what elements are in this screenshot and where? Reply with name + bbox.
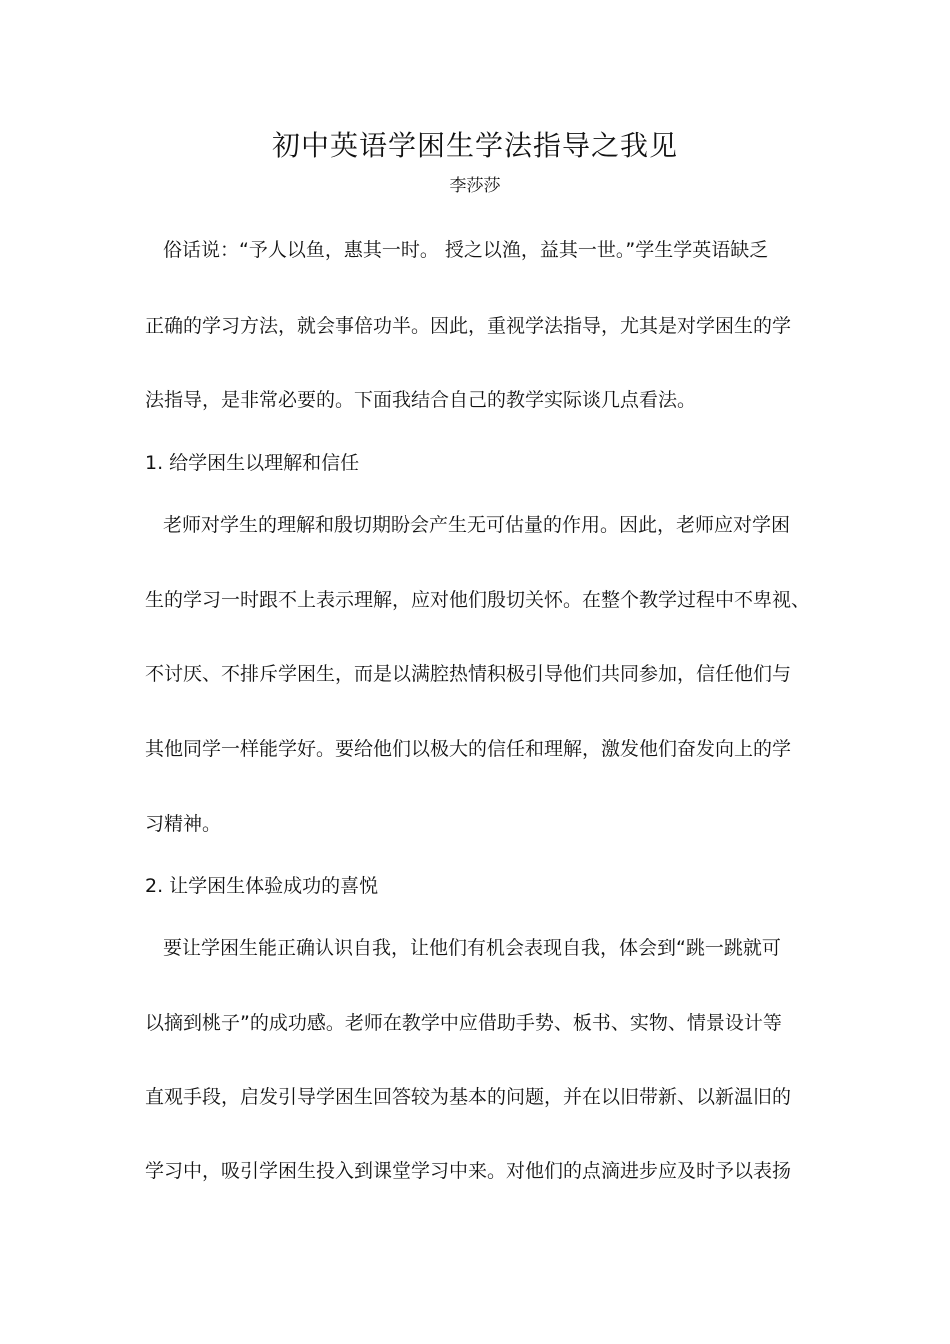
paragraph-line: 正确的学习方法，就会事倍功半。因此，重视学法指导，尤其是对学困生的学 <box>145 315 792 337</box>
paragraph-line: 学习中，吸引学困生投入到课堂学习中来。对他们的点滴进步应及时予以表扬 <box>145 1160 792 1182</box>
paragraph-line: 不讨厌、不排斥学困生，而是以满腔热情积极引导他们共同参加，信任他们与 <box>145 663 792 685</box>
paragraph-line: 法指导，是非常必要的。下面我结合自己的教学实际谈几点看法。 <box>145 389 697 411</box>
section-heading: 2. 让学困生体验成功的喜悦 <box>145 875 379 897</box>
document-author: 李莎莎 <box>449 176 501 196</box>
paragraph-line: 其他同学一样能学好。要给他们以极大的信任和理解，激发他们奋发向上的学 <box>145 738 792 760</box>
paragraph-line: 俗话说：“予人以鱼，惠其一时。 授之以渔，益其一世。”学生学英语缺乏 <box>163 239 769 261</box>
paragraph-line: 要让学困生能正确认识自我，让他们有机会表现自我，体会到“跳一跳就可 <box>163 937 781 959</box>
paragraph-line: 生的学习一时跟不上表示理解，应对他们殷切关怀。在整个教学过程中不卑视、 <box>145 589 811 611</box>
document-title: 初中英语学困生学法指导之我见 <box>271 129 678 162</box>
paragraph-line: 以摘到桃子”的成功感。老师在教学中应借助手势、板书、实物、情景设计等 <box>145 1012 782 1034</box>
section-heading: 1. 给学困生以理解和信任 <box>145 452 360 474</box>
paragraph-line: 直观手段，启发引导学困生回答较为基本的问题，并在以旧带新、以新温旧的 <box>145 1086 792 1108</box>
paragraph-line: 习精神。 <box>145 813 222 835</box>
paragraph-line: 老师对学生的理解和殷切期盼会产生无可估量的作用。因此，老师应对学困 <box>163 514 791 536</box>
